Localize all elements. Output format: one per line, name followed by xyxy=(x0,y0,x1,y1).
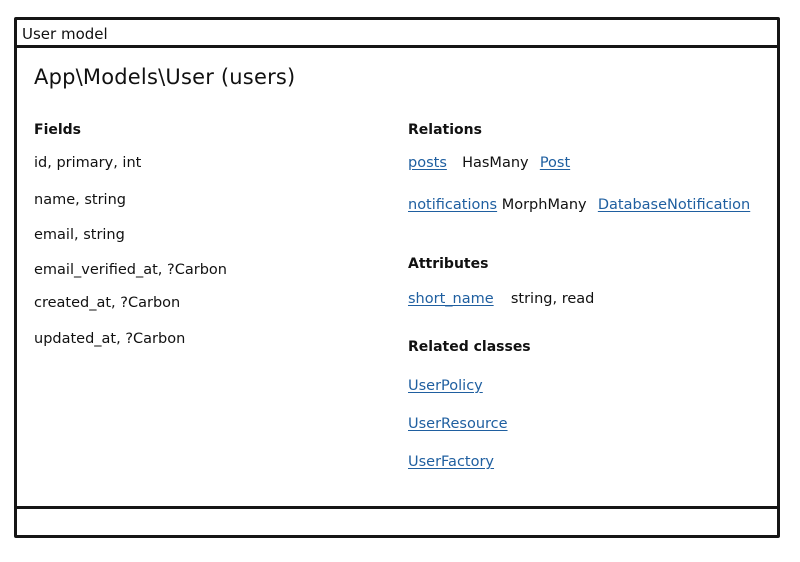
related-class-item xyxy=(408,453,494,471)
relation-row-notifications xyxy=(408,196,750,214)
relation-target-link[interactable]: DatabaseNotification xyxy=(597,197,751,213)
field-item: email, string xyxy=(34,227,125,243)
field-item: name, string xyxy=(34,192,126,208)
window-footer xyxy=(17,506,777,535)
relation-row-posts xyxy=(408,154,570,172)
related-class-item xyxy=(408,415,508,433)
user-model-window xyxy=(14,17,780,538)
field-item: updated_at, ?Carbon xyxy=(34,331,186,347)
window-titlebar xyxy=(17,20,777,48)
relations-heading: Relations xyxy=(408,122,482,138)
attributes-heading: Attributes xyxy=(408,256,489,272)
relation-name-link[interactable]: notifications xyxy=(408,197,498,213)
attribute-info: string, read xyxy=(510,291,595,307)
field-item: email_verified_at, ?Carbon xyxy=(34,262,227,278)
relation-type: MorphMany xyxy=(501,197,587,213)
page-title: App\Models\User (users) xyxy=(34,65,296,89)
field-item: id, primary, int xyxy=(34,155,142,171)
related-class-link-userresource[interactable]: UserResource xyxy=(408,416,508,432)
fields-heading: Fields xyxy=(34,122,82,138)
window-title: User model xyxy=(22,25,108,43)
related-class-link-userfactory[interactable]: UserFactory xyxy=(408,454,495,470)
related-class-item xyxy=(408,377,483,395)
attribute-name-link[interactable]: short_name xyxy=(408,291,494,307)
relation-target-link[interactable]: Post xyxy=(539,155,571,171)
relation-type: HasMany xyxy=(462,155,529,171)
related-classes-heading: Related classes xyxy=(408,339,531,355)
related-class-link-userpolicy[interactable]: UserPolicy xyxy=(408,378,483,394)
field-item: created_at, ?Carbon xyxy=(34,295,181,311)
relation-name-link[interactable]: posts xyxy=(408,155,447,171)
attribute-row xyxy=(408,290,594,308)
